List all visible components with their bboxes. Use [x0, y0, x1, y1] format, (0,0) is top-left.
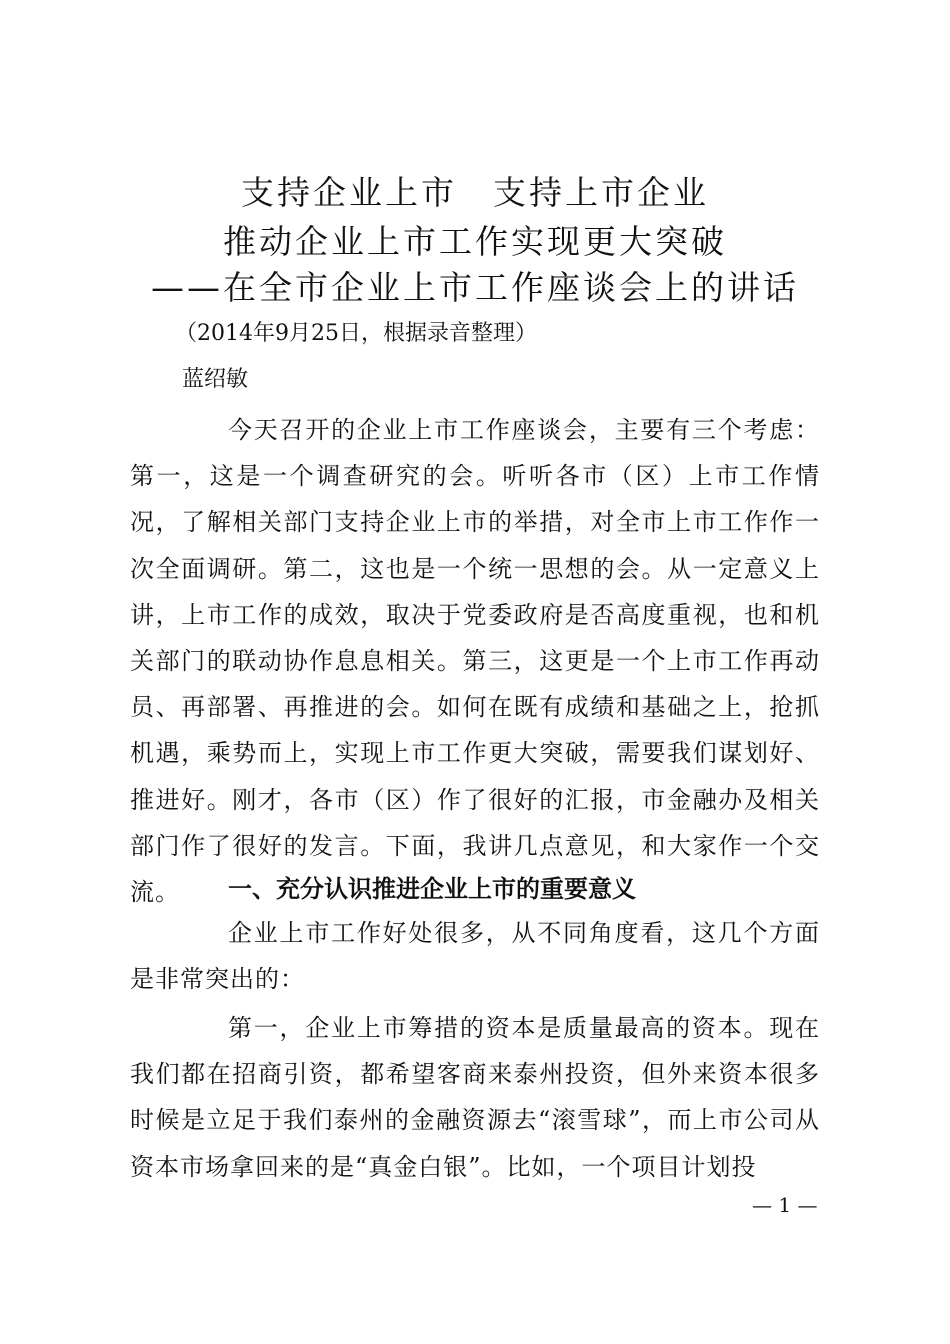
page-number: — 1 —	[752, 1193, 818, 1217]
title-line-1: 支持企业上市 支持上市企业	[241, 173, 709, 212]
title-line-3: ——在全市企业上市工作座谈会上的讲话	[151, 268, 799, 307]
author-name: 蓝绍敏	[182, 367, 249, 392]
title-line-2: 推动企业上市工作实现更大突破	[223, 222, 727, 261]
body-paragraph-1: 今天召开的企业上市工作座谈会，主要有三个考虑：第一，这是一个调查研究的会。听听各市（区）上市工作情况，了解相关部门支持企业上市的举措，对全市上市工作作一次全面调研。第二，这也是一个统一思想的会。从一定意义上讲，上市工作的成效，取决于党委政府是否高度重视，也和机关部门的联动协作息息相关。第三，这更是一个上市工作再动员、再部署、再推进的会。如何在既有成绩和基础之上，抢抓机遇，乘势而上，实现上市工作更大突破，需要我们谋划好、推进好。刚才，各市（区）作了很好的汇报，市金融办及相关部门作了很好的发言。下面，我讲几点意见，和大家作一个交流。	[130, 416, 820, 907]
section-heading-1: 一、充分认识推进企业上市的重要意义	[228, 875, 636, 903]
dateline: （2014年9月25日，根据录音整理）	[175, 321, 537, 346]
body-paragraph-2: 企业上市工作好处很多，从不同角度看，这几个方面是非常突出的：	[130, 919, 820, 994]
body-paragraph-3: 第一，企业上市筹措的资本是质量最高的资本。现在我们都在招商引资，都希望客商来泰州投资，但外来资本很多时候是立足于我们泰州的金融资源去“滚雪球”，而上市公司从资本市场拿回来的是“真金白银”。比如，一个项目计划投	[130, 1014, 820, 1181]
